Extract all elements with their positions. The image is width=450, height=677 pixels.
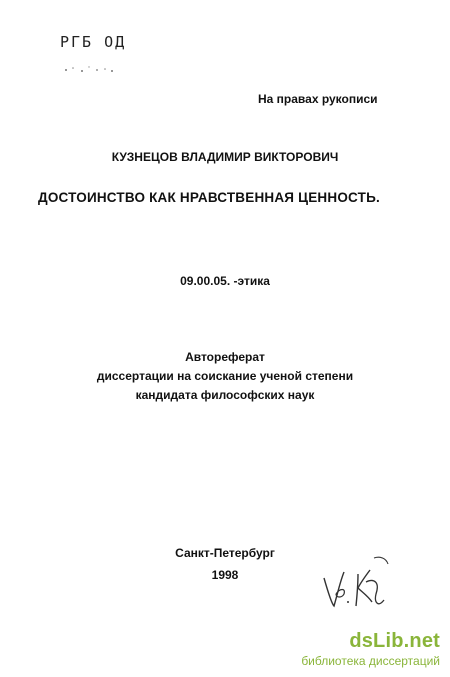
- specialty-code: 09.00.05. -этика: [180, 274, 270, 288]
- year: 1998: [211, 568, 239, 582]
- abstract-line-3: кандидата философских наук: [135, 388, 315, 402]
- city: Санкт-Петербург: [175, 546, 275, 560]
- author-name: КУЗНЕЦОВ ВЛАДИМИР ВИКТОРОВИЧ: [111, 150, 339, 164]
- watermark-caption: библиотека диссертаций: [301, 654, 440, 668]
- library-stamp: РГБ ОД: [60, 33, 127, 51]
- stamp-smudge: [62, 62, 122, 76]
- rights-notice: На правах рукописи: [258, 92, 378, 106]
- handwritten-signature: [318, 548, 390, 612]
- abstract-block: [0, 348, 450, 405]
- watermark-site: dsLib.net: [349, 630, 440, 652]
- dissertation-title: ДОСТОИНСТВО КАК НРАВСТВЕННАЯ ЦЕННОСТЬ.: [38, 190, 380, 205]
- abstract-line-2: диссертации на соискание ученой степени: [96, 369, 354, 383]
- watermark-logo: [301, 630, 440, 668]
- abstract-line-1: Автореферат: [185, 350, 265, 364]
